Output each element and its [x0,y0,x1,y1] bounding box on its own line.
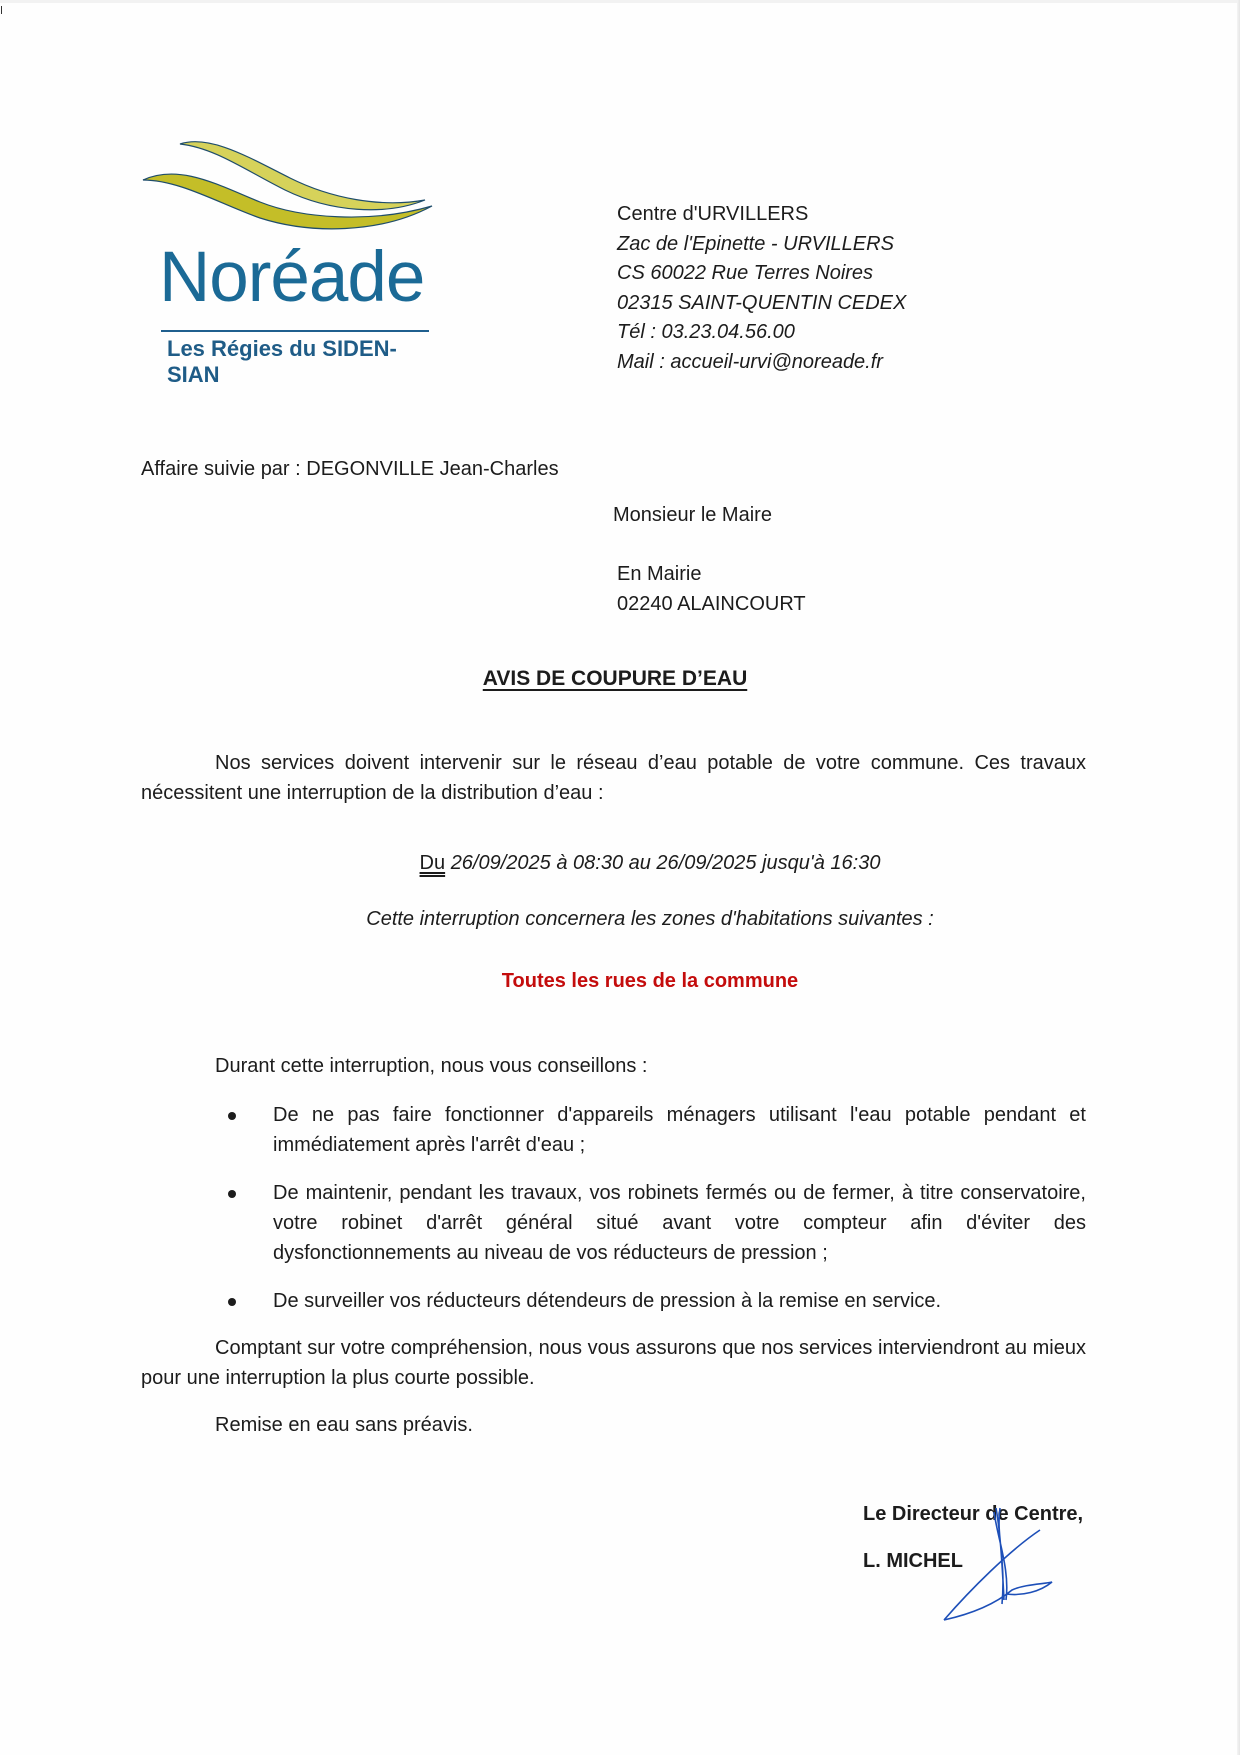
closing-paragraph: Comptant sur votre compréhension, nous vous assurons que nos services interviendront au mieux pour une interruption la plus courte possible. [141,1337,1086,1389]
signatory-name: L. MICHEL [863,1550,963,1572]
advice-list [215,1100,1086,1334]
reconnection-note: Remise en eau sans préavis. [215,1414,473,1436]
sender-address-line1: Zac de l'Epinette - URVILLERS [617,232,894,255]
advice-item: De ne pas faire fonctionner d'appareils ménagers utilisant l'eau potable pendant et immédiatement après l'arrêt d'eau ; [215,1100,1086,1160]
sender-address-line2: CS 60022 Rue Terres Noires [617,262,874,284]
handwritten-signature-icon [930,1500,1060,1630]
sender-email: Mail : accueil-urvi@noreade.fr [617,350,883,373]
bullet-icon [228,1112,236,1120]
zones-intro: Cette interruption concernera les zones d'habitations suivantes : [366,908,934,930]
recipient-line2: 02240 ALAINCOURT [617,593,806,615]
period-dates: 26/09/2025 à 08:30 au 26/09/2025 jusqu'à 16:30 [450,852,881,874]
bullet-icon [228,1298,236,1306]
interruption-period [0,852,1240,875]
period-prefix: Du [419,852,446,874]
logo-divider [161,330,429,332]
logo-wordmark: Noréade [159,238,425,317]
intro-paragraph: Nos services doivent intervenir sur le réseau d’eau potable de votre commune. Ces travaux nécessitent une interruption de la distribution d’eau : [141,752,1086,804]
signatory-title: Le Directeur de Centre, [863,1503,1084,1525]
scan-mark [1,6,2,14]
logo-tagline: Les Régies du SIDEN-SIAN [167,336,397,387]
case-handler: Affaire suivie par : DEGONVILLE Jean-Charles [141,458,559,480]
advice-item: De surveiller vos réducteurs détendeurs de pression à la remise en service. [215,1286,1086,1316]
bullet-icon [228,1190,236,1198]
sender-centre: Centre d'URVILLERS [617,203,809,225]
recipient-salutation: Monsieur le Maire [613,504,772,526]
advice-intro: Durant cette interruption, nous vous conseillons : [215,1055,648,1077]
wave-logo-icon [140,138,440,238]
scan-edge-top [0,0,1240,3]
sender-address [617,200,906,377]
sender-phone: Tél : 03.23.04.56.00 [617,321,795,343]
affected-zones: Toutes les rues de la commune [501,970,799,992]
noreade-logo [145,138,445,387]
document-title: AVIS DE COUPURE D’EAU [482,667,748,690]
advice-item: De maintenir, pendant les travaux, vos robinets fermés ou de fermer, à titre conservatoire, votre robinet d'arrêt général situé avant votre compteur afin d'éviter des dysfonctionnements au niveau de vos réducteurs de pression ; [215,1178,1086,1268]
sender-address-line3: 02315 SAINT-QUENTIN CEDEX [617,291,907,314]
recipient-line1: En Mairie [617,563,702,585]
